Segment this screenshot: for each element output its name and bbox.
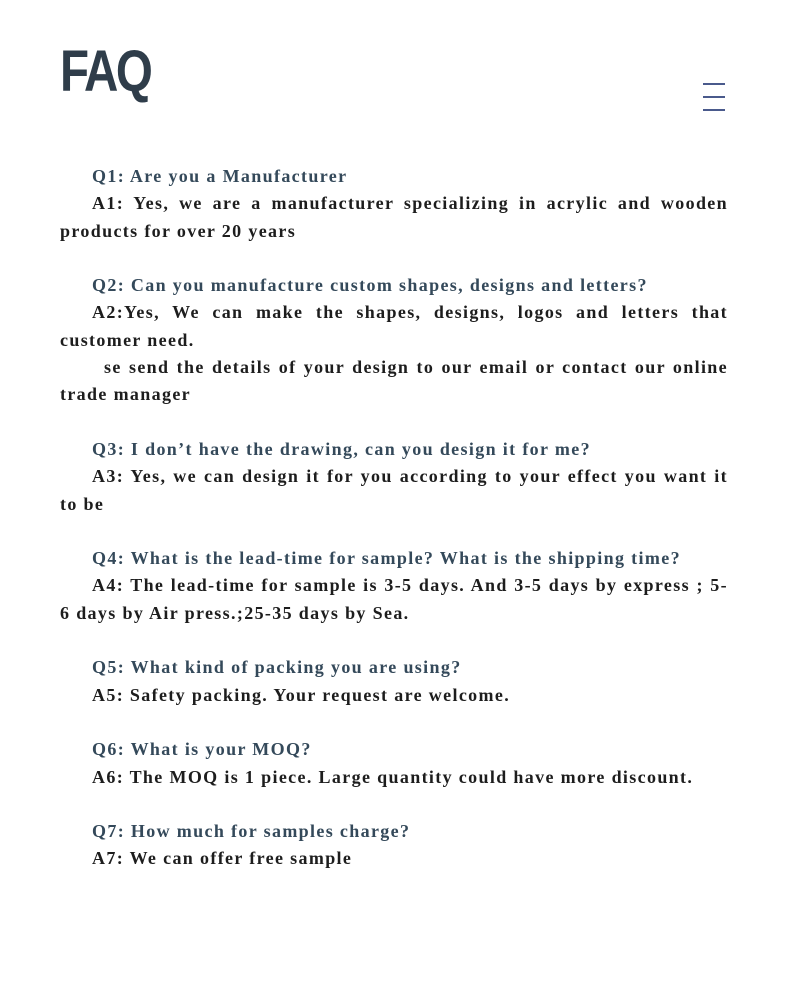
menu-bar-middle [703, 96, 725, 98]
faq-answer: A7: We can offer free sample [92, 848, 353, 869]
faq-spacer [60, 791, 728, 818]
faq-answer: A2:Yes, We can make the shapes, designs, logos and letters that customer need. [60, 302, 728, 350]
faq-question: Q6: What is your MOQ? [92, 739, 312, 760]
menu-bar-bottom [703, 109, 725, 111]
faq-answer: A1: Yes, we are a manufacturer specializing in acrylic and wooden products for over 20 years [60, 193, 728, 241]
faq-answer: A5: Safety packing. Your request are welcome. [92, 684, 511, 705]
faq-answer: A4: The lead-time for sample is 3-5 days. And 3-5 days by express ; 5-6 days by Air press.;25-35 days by Sea. [60, 575, 728, 623]
faq-answer: A3: Yes, we can design it for you according to your effect you want it to be [60, 466, 728, 514]
faq-spacer [60, 627, 728, 654]
faq-question: Q7: How much for samples charge? [92, 821, 411, 842]
faq-question: Q3: I don’t have the drawing, can you design it for me? [92, 438, 591, 459]
faq-spacer [60, 245, 728, 272]
menu-bar-top [703, 83, 725, 85]
faq-spacer [60, 709, 728, 736]
faq-answer-note: se send the details of your design to our email or contact our online trade manager [60, 357, 728, 405]
faq-spacer [60, 518, 728, 545]
faq-question: Q2: Can you manufacture custom shapes, designs and letters? [92, 275, 648, 296]
page-title: FAQ [60, 39, 151, 104]
faq-spacer [60, 409, 728, 436]
hamburger-menu-icon[interactable] [703, 82, 725, 112]
faq-answer: A6: The MOQ is 1 piece. Large quantity could have more discount. [92, 766, 694, 787]
faq-question: Q4: What is the lead-time for sample? What is the shipping time? [92, 548, 681, 569]
faq-question: Q5: What kind of packing you are using? [92, 657, 462, 678]
faq-question: Q1: Are you a Manufacturer [92, 166, 348, 186]
faq-list [60, 163, 728, 873]
